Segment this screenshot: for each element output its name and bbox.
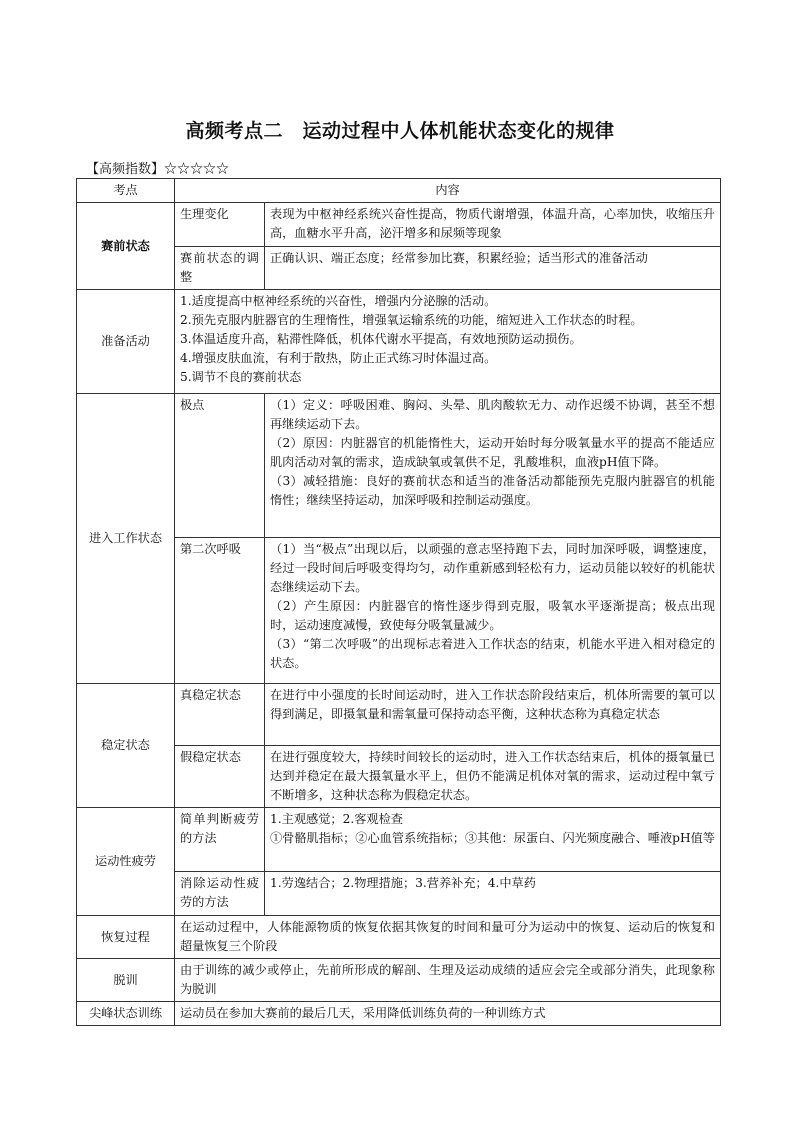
table-row bbox=[77, 959, 721, 1002]
frequency-label: 【高频指数】 bbox=[86, 162, 165, 177]
second-wind-para: （1）当“极点”出现以后，以顽强的意志坚持跑下去，同时加深呼吸，调整速度，经过一段时间后呼吸变得均匀，动作重新感到轻松有力，运动员能以较好的机能状态继续运动下去。 bbox=[270, 542, 715, 594]
content-warmup bbox=[175, 290, 721, 394]
header-content: 内容 bbox=[175, 179, 721, 203]
frequency-stars: ☆☆☆☆☆ bbox=[164, 162, 230, 177]
content-physiology: 表现为中枢神经系统兴奋性提高，物质代谢增强，体温升高，心率加快，收缩压升高，血糖水平升高，泌汗增多和尿频等现象 bbox=[265, 203, 721, 247]
second-wind-para: （3）“第二次呼吸”的出现标志着进入工作状态的结束，机能水平进入相对稳定的状态。 bbox=[270, 637, 715, 670]
dead-point-para: （1）定义：呼吸困难、胸闷、头晕、肌肉酸软无力、动作迟缓不协调，甚至不想再继续运动下去。 bbox=[270, 398, 715, 431]
category-warmup: 准备活动 bbox=[77, 290, 175, 394]
category-working: 进入工作状态 bbox=[77, 394, 175, 684]
table-header-row bbox=[77, 179, 721, 203]
content-fatigue-judge bbox=[265, 808, 721, 872]
page-title: 高频考点二 运动过程中人体机能状态变化的规律 bbox=[185, 120, 615, 142]
table-row bbox=[77, 290, 721, 394]
sub-false-steady: 假稳定状态 bbox=[175, 746, 265, 808]
knowledge-table bbox=[76, 178, 721, 1026]
content-peaking: 运动员在参加大赛前的最后几天，采用降低训练负荷的一种训练方式 bbox=[175, 1002, 721, 1026]
category-pre-race: 赛前状态 bbox=[77, 203, 175, 290]
fatigue-judge-para: ①骨骼肌指标；②心血管系统指标；③其他：尿蛋白、闪光频度融合、唾液pH值等 bbox=[270, 831, 715, 845]
dead-point-para: （3）减轻措施：良好的赛前状态和适当的准备活动都能预先克服内脏器官的机能惰性；继续坚持运动，加深呼吸和控制运动强度。 bbox=[270, 474, 715, 507]
fatigue-judge-para: 1.主观感觉；2.客观检查 bbox=[270, 812, 403, 826]
category-fatigue: 运动性疲劳 bbox=[77, 808, 175, 916]
sub-fatigue-remove: 消除运动性疲劳的方法 bbox=[175, 872, 265, 916]
sub-true-steady: 真稳定状态 bbox=[175, 684, 265, 746]
content-second-wind bbox=[265, 538, 721, 684]
table-row bbox=[77, 394, 721, 538]
sub-second-wind: 第二次呼吸 bbox=[175, 538, 265, 684]
category-recovery: 恢复过程 bbox=[77, 916, 175, 959]
dead-point-para: （2）原因：内脏器官的机能惰性大，运动开始时每分吸氧量水平的提高不能适应肌肉活动对氧的需求，造成缺氧或氧供不足，乳酸堆积，血液pH值下降。 bbox=[270, 436, 715, 469]
sub-adjustment: 赛前状态的调整 bbox=[175, 247, 265, 290]
table-row bbox=[77, 203, 721, 247]
category-peaking: 尖峰状态训练 bbox=[77, 1002, 175, 1026]
table-row bbox=[77, 1002, 721, 1026]
category-steady: 稳定状态 bbox=[77, 684, 175, 808]
content-detraining: 由于训练的减少或停止，先前所形成的解剖、生理及运动成绩的适应会完全或部分消失，此现象称为脱训 bbox=[175, 959, 721, 1002]
sub-fatigue-judge: 简单判断疲劳的方法 bbox=[175, 808, 265, 872]
warmup-line: 5.调节不良的赛前状态 bbox=[180, 370, 302, 384]
sub-dead-point: 极点 bbox=[175, 394, 265, 538]
content-adjustment: 正确认识、端正态度；经常参加比赛，积累经验；适当形式的准备活动 bbox=[265, 247, 721, 290]
content-true-steady: 在进行中小强度的长时间运动时，进入工作状态阶段结束后，机体所需要的氧可以得到满足，即摄氧量和需氧量可保持动态平衡，这种状态称为真稳定状态 bbox=[265, 684, 721, 746]
sub-physiology: 生理变化 bbox=[175, 203, 265, 247]
content-false-steady: 在进行强度较大，持续时间较长的运动时，进入工作状态结束后，机体的摄氧量已达到并稳定在最大摄氧量水平上，但仍不能满足机体对氧的需求，运动过程中氧亏不断增多，这种状态称为假稳定状态。 bbox=[265, 746, 721, 808]
header-point: 考点 bbox=[77, 179, 175, 203]
content-fatigue-remove: 1.劳逸结合；2.物理措施；3.营养补充；4.中草药 bbox=[265, 872, 721, 916]
second-wind-para: （2）产生原因：内脏器官的惰性逐步得到克服，吸氧水平逐渐提高；极点出现时，运动速度减慢，致使每分吸氧量减少。 bbox=[270, 599, 715, 632]
warmup-line: 3.体温适度升高，粘滞性降低，机体代谢水平提高，有效地预防运动损伤。 bbox=[180, 332, 582, 346]
warmup-line: 1.适度提高中枢神经系统的兴奋性，增强内分泌腺的活动。 bbox=[180, 294, 497, 308]
table-row bbox=[77, 808, 721, 872]
warmup-line: 4.增强皮肤血流，有利于散热，防止正式练习时体温过高。 bbox=[180, 351, 497, 365]
content-dead-point bbox=[265, 394, 721, 538]
table-row bbox=[77, 684, 721, 746]
warmup-line: 2.预先克服内脏器官的生理惰性，增强氧运输系统的功能，缩短进入工作状态的时程。 bbox=[180, 313, 643, 327]
table-row bbox=[77, 916, 721, 959]
content-recovery: 在运动过程中，人体能源物质的恢复依据其恢复的时间和量可分为运动中的恢复、运动后的恢复和超量恢复三个阶段 bbox=[175, 916, 721, 959]
category-detraining: 脱训 bbox=[77, 959, 175, 1002]
frequency-index bbox=[86, 158, 229, 177]
